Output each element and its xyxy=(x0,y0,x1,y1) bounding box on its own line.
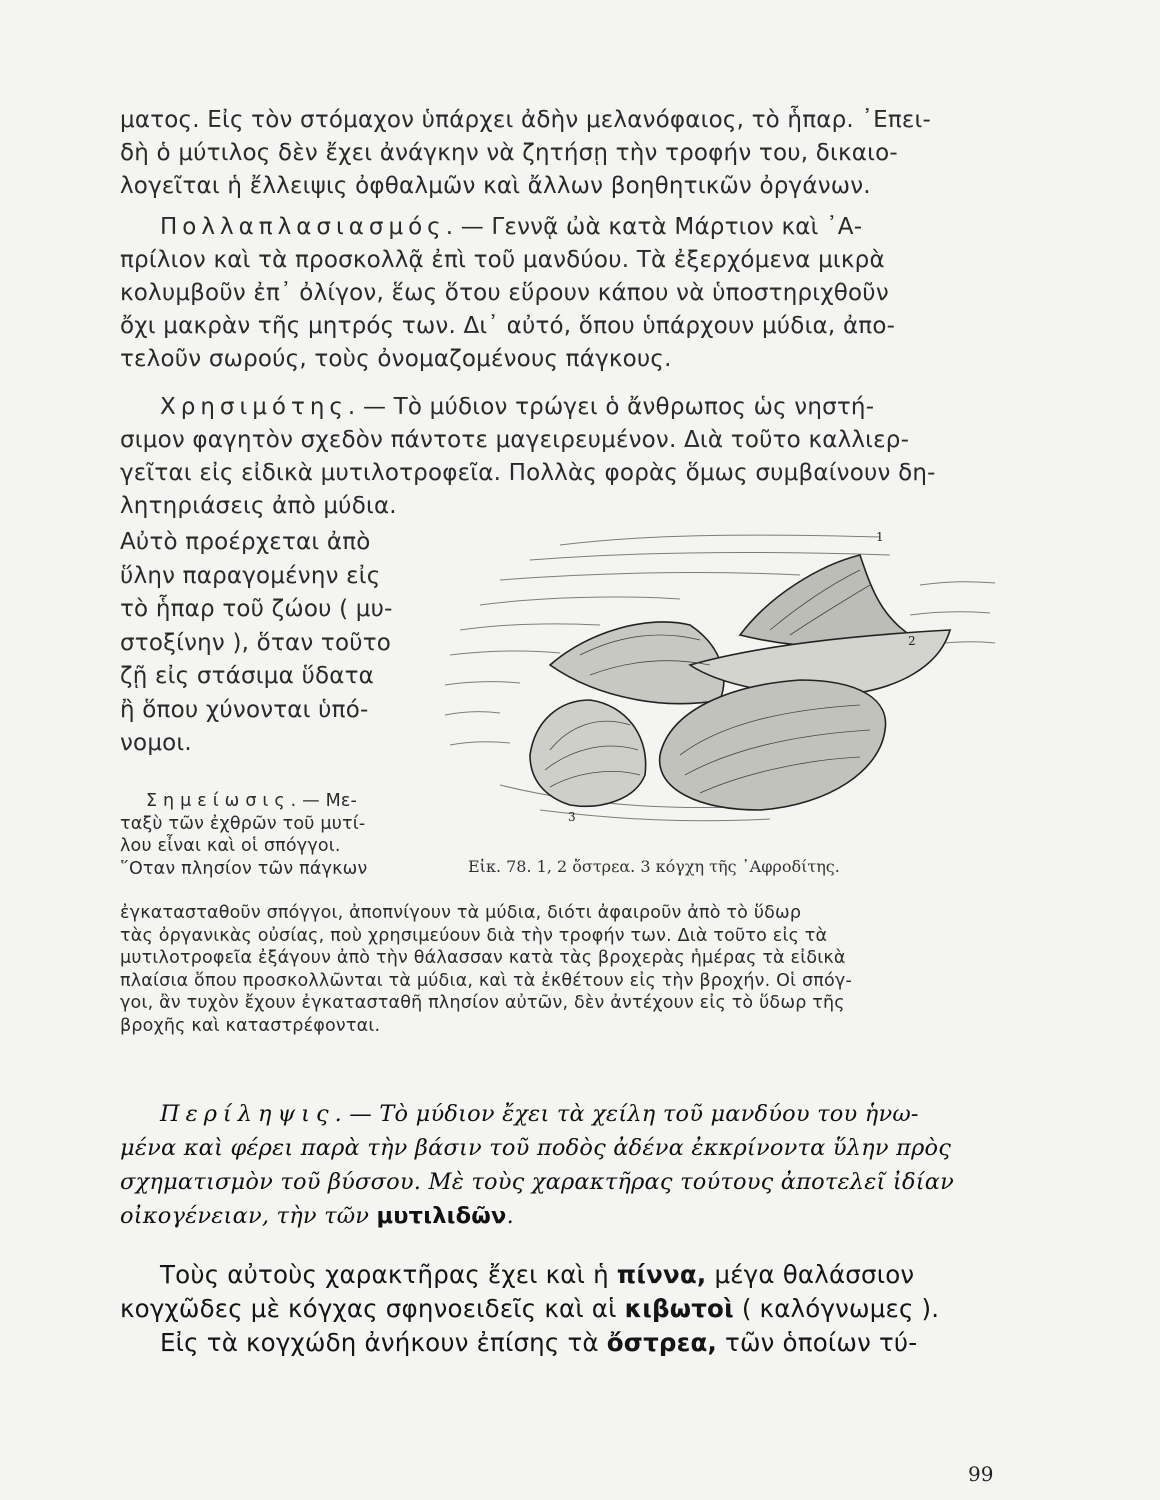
figure-label-2: 2 xyxy=(908,634,916,648)
text-line: οἰκογένειαν, τὴν τῶν μυτιλιδῶν. xyxy=(120,1203,514,1229)
paragraph-relatives xyxy=(120,1258,1015,1360)
text-line: πρίλιον καὶ τὰ προσκολλᾷ ἐπὶ τοῦ μανδύου. Τὰ ἐξερχόμενα μικρὰ xyxy=(120,247,885,273)
venus-shell xyxy=(530,700,646,806)
text-line: γεῖται εἰς εἰδικὰ μυτιλοτροφεῖα. Πολλὰς φορὰς ὅμως συμβαίνουν δη- xyxy=(120,460,936,486)
text-line: ταξὺ τῶν ἐχθρῶν τοῦ μυτί- xyxy=(120,813,366,834)
text-line: γοι, ἂν τυχὸν ἔχουν ἐγκατασταθῆ πλησίον αὐτῶν, δὲν ἀντέχουν εἰς τὸ ὕδωρ τῆς xyxy=(120,993,845,1013)
text-line: λογεῖται ἡ ἔλλειψις ὀφθαλμῶν καὶ ἄλλων βοηθητικῶν ὀργάνων. xyxy=(120,173,871,199)
paragraph-reproduction xyxy=(120,211,1015,376)
text-line: Τοὺς αὐτοὺς χαρακτῆρας ἔχει καὶ ἡ πίννα, μέγα θαλάσσιον xyxy=(160,1260,915,1289)
note-narrow xyxy=(120,790,440,880)
text-line: λου εἶναι καὶ οἱ σπόγγοι. xyxy=(120,836,341,856)
text-line: ὄχι μακρὰν τῆς μητρός των. Δι᾿ αὐτό, ὅπου ὑπάρχουν μύδια, ἀπο- xyxy=(120,313,896,339)
family-name-bold: μυτιλιδῶν xyxy=(376,1203,507,1229)
text-line: Χρησιμότης. — Τὸ μύδιον τρώγει ὁ ἄνθρωπος ὡς νηστή- xyxy=(160,394,875,420)
text-line: σχηματισμὸν τοῦ βύσσου. Μὲ τοὺς χαρακτῆρας τούτους ἀποτελεῖ ἰδίαν xyxy=(120,1169,954,1195)
text-line: Εἰς τὰ κογχώδη ἀνήκουν ἐπίσης τὰ ὄστρεα, τῶν ὁποίων τύ- xyxy=(160,1328,918,1357)
text-line: ὕλην παραγομένην εἰς xyxy=(120,562,381,589)
shells-illustration xyxy=(440,525,1000,835)
text-line: κολυμβοῦν ἐπ᾿ ὀλίγον, ἕως ὅτου εὕρουν κάπου νὰ ὑποστηριχθοῦν xyxy=(120,280,889,306)
oyster-shell-1 xyxy=(740,555,910,646)
section-heading-reproduction: Πολλαπλασιασμός xyxy=(160,214,446,240)
text-line: ματος. Εἰς τὸν στόμαχον ὑπάρχει ἀδὴν μελανόφαιος, τὸ ἧπαρ. ᾿Επει- xyxy=(120,107,932,133)
text-line: κογχῶδες μὲ κόγχας σφηνοειδεῖς καὶ αἱ κιβωτοὶ ( καλόγνωμες ). xyxy=(120,1294,940,1323)
figure-label-1: 1 xyxy=(876,530,884,544)
text-line: τελοῦν σωρούς, τοὺς ὀνομαζομένους πάγκους. xyxy=(120,346,672,372)
text-line: ἢ ὅπου χύνονται ὑπό- xyxy=(120,696,369,723)
text-line: Σημείωσις. — Με- xyxy=(146,791,358,811)
text-line: ἐγκατασταθοῦν σπόγγοι, ἀποπνίγουν τὰ μύδια, διότι ἀφαιροῦν ἀπὸ τὸ ὕδωρ xyxy=(120,903,802,923)
text-line: δὴ ὁ μύτιλος δὲν ἔχει ἀνάγκην νὰ ζητήσῃ τὴν τροφήν του, δικαιο- xyxy=(120,140,898,166)
term-ostrea: ὄστρεα, xyxy=(606,1328,718,1357)
text-line: Περίληψις. — Τὸ μύδιον ἔχει τὰ χείλη τοῦ μανδύου του ἡνω- xyxy=(160,1101,919,1127)
paragraph-anatomy xyxy=(120,104,1015,203)
note-body xyxy=(120,902,1000,1037)
section-heading-usefulness: Χρησιμότης xyxy=(160,394,348,420)
term-pinna: πίννα, xyxy=(616,1260,707,1289)
text-line: ῞Οταν πλησίον τῶν πάγκων xyxy=(120,858,368,879)
figure-caption: Εἰκ. 78. 1, 2 ὄστρεα. 3 κόγχη τῆς ᾿Αφροδίτης. xyxy=(468,857,840,876)
text-line: ζῇ εἰς στάσιμα ὕδατα xyxy=(120,663,375,689)
text-line: βροχῆς καὶ καταστρέφονται. xyxy=(120,1015,381,1036)
text-line: νομοι. xyxy=(120,730,192,756)
term-kivotoi: κιβωτοὶ xyxy=(624,1294,734,1323)
text-line: σιμον φαγητὸν σχεδὸν πάντοτε μαγειρευμένον. Διὰ τοῦτο καλλιερ- xyxy=(120,427,910,453)
text-line: Αὐτὸ προέρχεται ἀπὸ xyxy=(120,529,371,555)
note-heading: Σημείωσις xyxy=(146,791,291,811)
shells xyxy=(530,555,950,810)
summary-heading: Περίληψις xyxy=(160,1101,335,1127)
text-line: πλαίσια ὅπου προσκολλῶνται τὰ μύδια, καὶ τὰ ἐκθέτουν εἰς τὴν βροχήν. Οἱ σπόγ- xyxy=(120,970,852,991)
text-line: Πολλαπλασιασμός. — Γεννᾷ ὠὰ κατὰ Μάρτιον καὶ ᾿Α- xyxy=(160,214,863,240)
figure-label-3: 3 xyxy=(568,810,576,824)
paragraph-usefulness-narrow xyxy=(120,526,440,761)
page-number: 99 xyxy=(968,1462,994,1486)
text-line: μένα καὶ φέρει παρὰ τὴν βάσιν τοῦ ποδὸς ἀδένα ἐκκρίνοντα ὕλην πρὸς xyxy=(120,1135,952,1161)
text-line: στοξίνην ), ὅταν τοῦτο xyxy=(120,629,392,656)
paragraph-summary xyxy=(120,1097,1015,1233)
paragraph-usefulness xyxy=(120,391,1015,523)
text-line: τὰς ὀργανικὰς οὐσίας, ποὺ χρησιμεύουν διὰ τὴν τροφήν των. Διὰ τοῦτο εἰς τὰ xyxy=(120,925,828,946)
text-line: λητηριάσεις ἀπὸ μύδια. xyxy=(120,493,397,519)
text-line: τὸ ἧπαρ τοῦ ζώου ( μυ- xyxy=(120,596,393,622)
text-line: μυτιλοτροφεῖα ἐξάγουν ἀπὸ τὴν θάλασσαν κατὰ τὰς βροχερὰς ἡμέρας τὰ εἰδικὰ xyxy=(120,948,846,968)
